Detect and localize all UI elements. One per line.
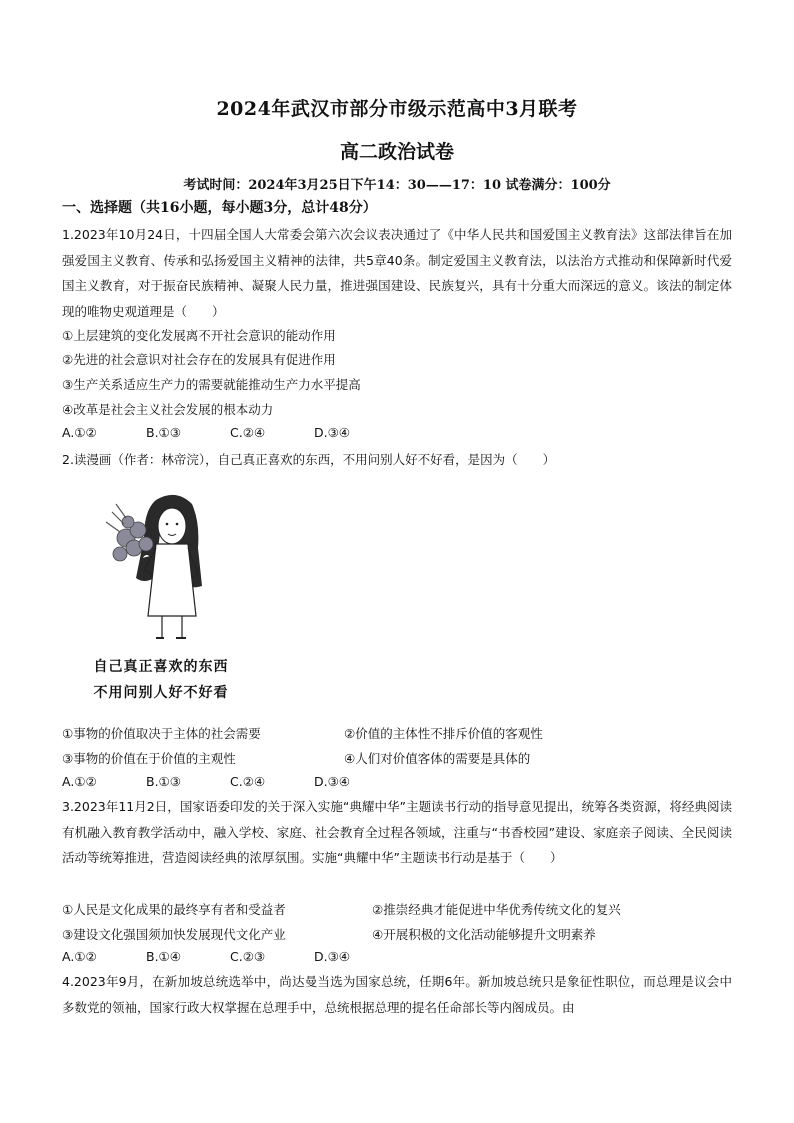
question-2-option-3: ③事物的价值在于价值的主观性 bbox=[62, 751, 236, 766]
answer-b[interactable]: B.①④ bbox=[146, 949, 181, 964]
answer-d[interactable]: D.③④ bbox=[314, 774, 351, 789]
answer-a[interactable]: A.①② bbox=[62, 425, 97, 440]
question-1-option-3: ③生产关系适应生产力的需要就能推动生产力水平提高 bbox=[62, 377, 361, 392]
answer-b[interactable]: B.①③ bbox=[146, 425, 181, 440]
answer-b[interactable]: B.①③ bbox=[146, 774, 181, 789]
question-1-option-4: ④改革是社会主义社会发展的根本动力 bbox=[62, 402, 274, 417]
answer-c[interactable]: C.②④ bbox=[230, 774, 266, 789]
question-3-answers bbox=[62, 949, 398, 964]
question-2-answers bbox=[62, 774, 398, 789]
question-1-option-2: ②先进的社会意识对社会存在的发展具有促进作用 bbox=[62, 352, 336, 367]
answer-c[interactable]: C.②③ bbox=[230, 949, 266, 964]
question-3-option-2: ②推崇经典才能促进中华优秀传统文化的复兴 bbox=[372, 902, 621, 917]
question-1-answers bbox=[62, 425, 398, 440]
question-3-stem: 3.2023年11月2日，国家语委印发的关于深入实施“典耀中华”主题读书行动的指导意见提出，统筹各类资源，将经典阅读有机融入教育教学活动中，融入学校、家庭、社会教育全过程各领域，注重与“书香校园”建设、家庭亲子阅读、全民阅读活动等统筹推进，营造阅读经典的浓厚氛围。实施“典耀中华”主题读书行动是基于（ ） bbox=[62, 799, 732, 865]
comic-caption-line-2: 不用问别人好不好看 bbox=[93, 685, 229, 701]
question-2-option-4: ④人们对价值客体的需要是具体的 bbox=[344, 751, 531, 766]
answer-d[interactable]: D.③④ bbox=[314, 949, 351, 964]
question-3-option-1: ①人民是文化成果的最终享有者和受益者 bbox=[62, 902, 286, 917]
comic-girl-illustration bbox=[64, 478, 258, 653]
question-3-option-4: ④开展积极的文化活动能够提升文明素养 bbox=[372, 927, 596, 942]
question-2-option-1: ①事物的价值取决于主体的社会需要 bbox=[62, 726, 261, 741]
answer-c[interactable]: C.②④ bbox=[230, 425, 266, 440]
question-1-option-1: ①上层建筑的变化发展离不开社会意识的能动作用 bbox=[62, 328, 336, 343]
question-4-stem: 4.2023年9月，在新加坡总统选举中，尚达曼当选为国家总统，任期6年。新加坡总统只是象征性职位，而总理是议会中多数党的领袖，国家行政大权掌握在总理手中，总统根据总理的提名任命部长等内阁成员。由 bbox=[62, 974, 732, 1015]
question-1-stem: 1.2023年10月24日，十四届全国人大常委会第六次会议表决通过了《中华人民共和国爱国主义教育法》这部法律旨在加强爱国主义教育、传承和弘扬爱国主义精神的法律，共5章40条。制定爱国主义教育法，以法治方式推动和保障新时代爱国主义教育，对于振奋民族精神、凝聚人民力量，推进强国建设、民族复兴，具有十分重大而深远的意义。该法的制定体现的唯物史观道理是（ ） bbox=[62, 227, 732, 319]
question-2-stem: 2.读漫画（作者：林帝浣），自己真正喜欢的东西，不用问别人好不好看，是因为（ ） bbox=[62, 452, 556, 467]
comic-image bbox=[64, 478, 258, 710]
exam-subtitle: 高二政治试卷 bbox=[339, 141, 454, 163]
section-heading: 一、选择题（共16小题，每小题3分，总计48分） bbox=[62, 200, 377, 216]
question-3-option-3: ③建设文化强国须加快发展现代文化产业 bbox=[62, 927, 286, 942]
answer-a[interactable]: A.①② bbox=[62, 774, 97, 789]
answer-d[interactable]: D.③④ bbox=[314, 425, 351, 440]
answer-a[interactable]: A.①② bbox=[62, 949, 97, 964]
comic-caption-line-1: 自己真正喜欢的东西 bbox=[93, 659, 229, 675]
exam-title: 2024年武汉市部分市级示范高中3月联考 bbox=[216, 98, 578, 120]
question-2-option-2: ②价值的主体性不排斥价值的客观性 bbox=[344, 726, 543, 741]
exam-info: 考试时间：2024年3月25日下午14：30——17：10 试卷满分：100分 bbox=[183, 178, 611, 193]
